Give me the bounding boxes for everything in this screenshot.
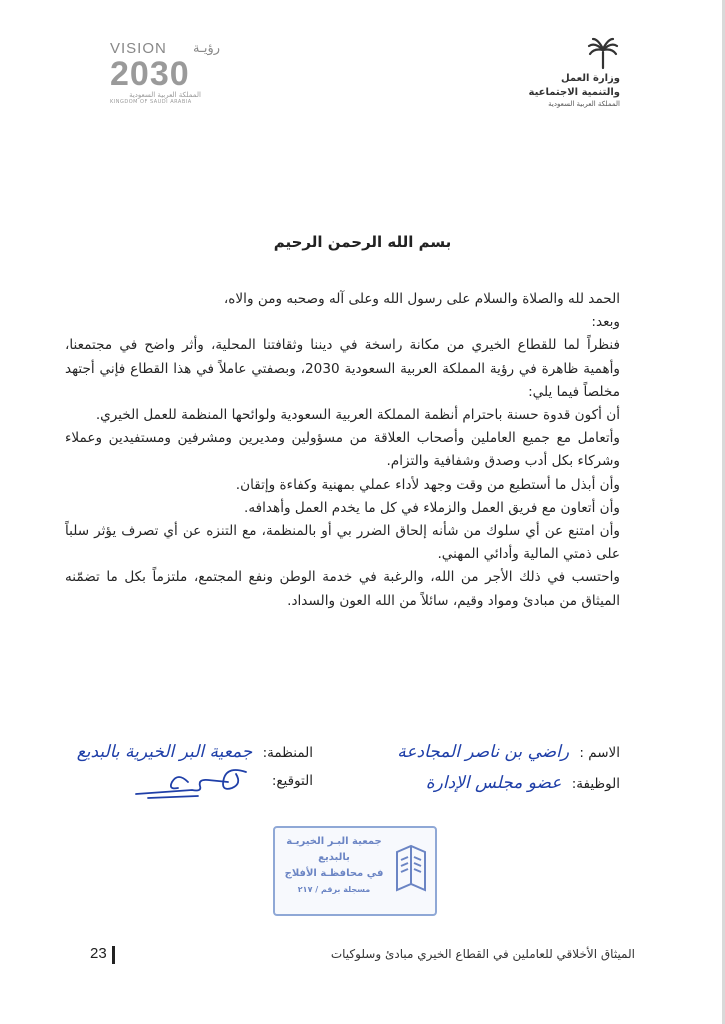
sign-field — [272, 773, 313, 789]
ministry-country: المملكة العربية السعودية — [548, 100, 620, 108]
body-paragraph: أن أكون قدوة حسنة باحترام أنظمة المملكة العربية السعودية ولوائحها المنظمة للعمل الخيري. — [95, 407, 620, 424]
org-label: المنظمة: — [262, 745, 313, 761]
vision-2030-logo — [110, 40, 220, 120]
sign-label: التوقيع: — [271, 773, 313, 789]
stamp-line3: في محافظـة الأفلاج — [284, 868, 384, 879]
basmala-heading: بسم الله الرحمن الرحيم — [273, 233, 452, 251]
document-body — [65, 288, 620, 613]
body-paragraph: وأن امتنع عن أي سلوك من شأنه إلحاق الضرر بي أو بالمنظمة، مع التنزه عن أي تصرف يؤثر سلباً على ذمتي المالية وأدائي المهني. — [65, 523, 620, 563]
ministry-name-line2: والتنمية الاجتماعية — [528, 87, 620, 98]
handwritten-signature — [128, 762, 258, 802]
name-label: الاسم : — [579, 745, 620, 761]
page-footer — [90, 945, 635, 967]
vision-ar-word: رؤيـة — [193, 41, 220, 56]
vision-country-en: KINGDOM OF SAUDI ARABIA — [110, 99, 192, 105]
job-value: عضو مجلس الإدارة — [425, 773, 562, 793]
body-paragraph: واحتسب في ذلك الأجر من الله، والرغبة في خدمة الوطن ونفع المجتمع، ملتزماً بكل ما تضمّنه الميثاق من مبادئ ومواد وقيم، سائلاً من الله العون والسداد. — [65, 569, 620, 609]
ministry-logo — [510, 36, 620, 126]
name-field — [397, 742, 620, 762]
body-paragraph: وأن أتعاون مع فريق العمل والزملاء في كل ما يخدم العمل وأهدافه. — [244, 499, 620, 516]
stamp-line2: بالبديع — [318, 852, 350, 863]
name-value: راضي بن ناصر المجادعة — [397, 742, 570, 762]
footer-title: الميثاق الأخلاقي للعاملين في القطاع الخيري مبادئ وسلوكيات — [330, 947, 635, 961]
official-stamp — [273, 826, 437, 916]
org-value: جمعية البر الخيرية بالبديع — [76, 742, 253, 762]
book-logo-icon — [393, 844, 429, 894]
job-field — [426, 773, 620, 793]
body-paragraph: وأن أبذل ما أستطيع من وقت وجهد لأداء عملي بمهنية وكفاءة وإتقان. — [235, 476, 620, 493]
stamp-line1: جمعية البـر الخيريـة — [286, 836, 382, 847]
job-label: الوظيفة: — [571, 776, 620, 792]
org-field — [77, 742, 313, 762]
palm-tree-icon — [586, 36, 620, 70]
body-paragraph: وبعد: — [591, 314, 620, 331]
ministry-name-line1: وزارة العمل — [561, 73, 620, 84]
vision-year: 2030 — [110, 55, 190, 93]
footer-divider — [112, 946, 115, 964]
body-paragraph: وأتعامل مع جميع العاملين وأصحاب العلاقة من مسؤولين ومديرين ومشرفين ومستفيدين وعملاء وشركاء بكل أدب وصدق وشفافية والتزام. — [65, 430, 620, 470]
body-paragraph: فنظراً لما للقطاع الخيري من مكانة راسخة في ديننا وثقافتنا المحلية، وأثر واضح في مجتمعنا، وأهمية ظاهرة في رؤية المملكة العربية السعودية 2030، وبصفتي عاملاً في هذا القطاع فإني أجتهد مخلصاً فيما يلي: — [65, 337, 620, 400]
page-number: 23 — [90, 945, 107, 962]
stamp-line4: مسجلة برقم / ٢١٧ — [297, 885, 371, 894]
vision-country-ar: المملكة العربية السعودية — [129, 91, 201, 99]
vision-word: VISION — [110, 40, 167, 57]
body-paragraph: الحمد لله والصلاة والسلام على رسول الله وعلى آله وصحبه ومن والاه، — [223, 291, 620, 307]
